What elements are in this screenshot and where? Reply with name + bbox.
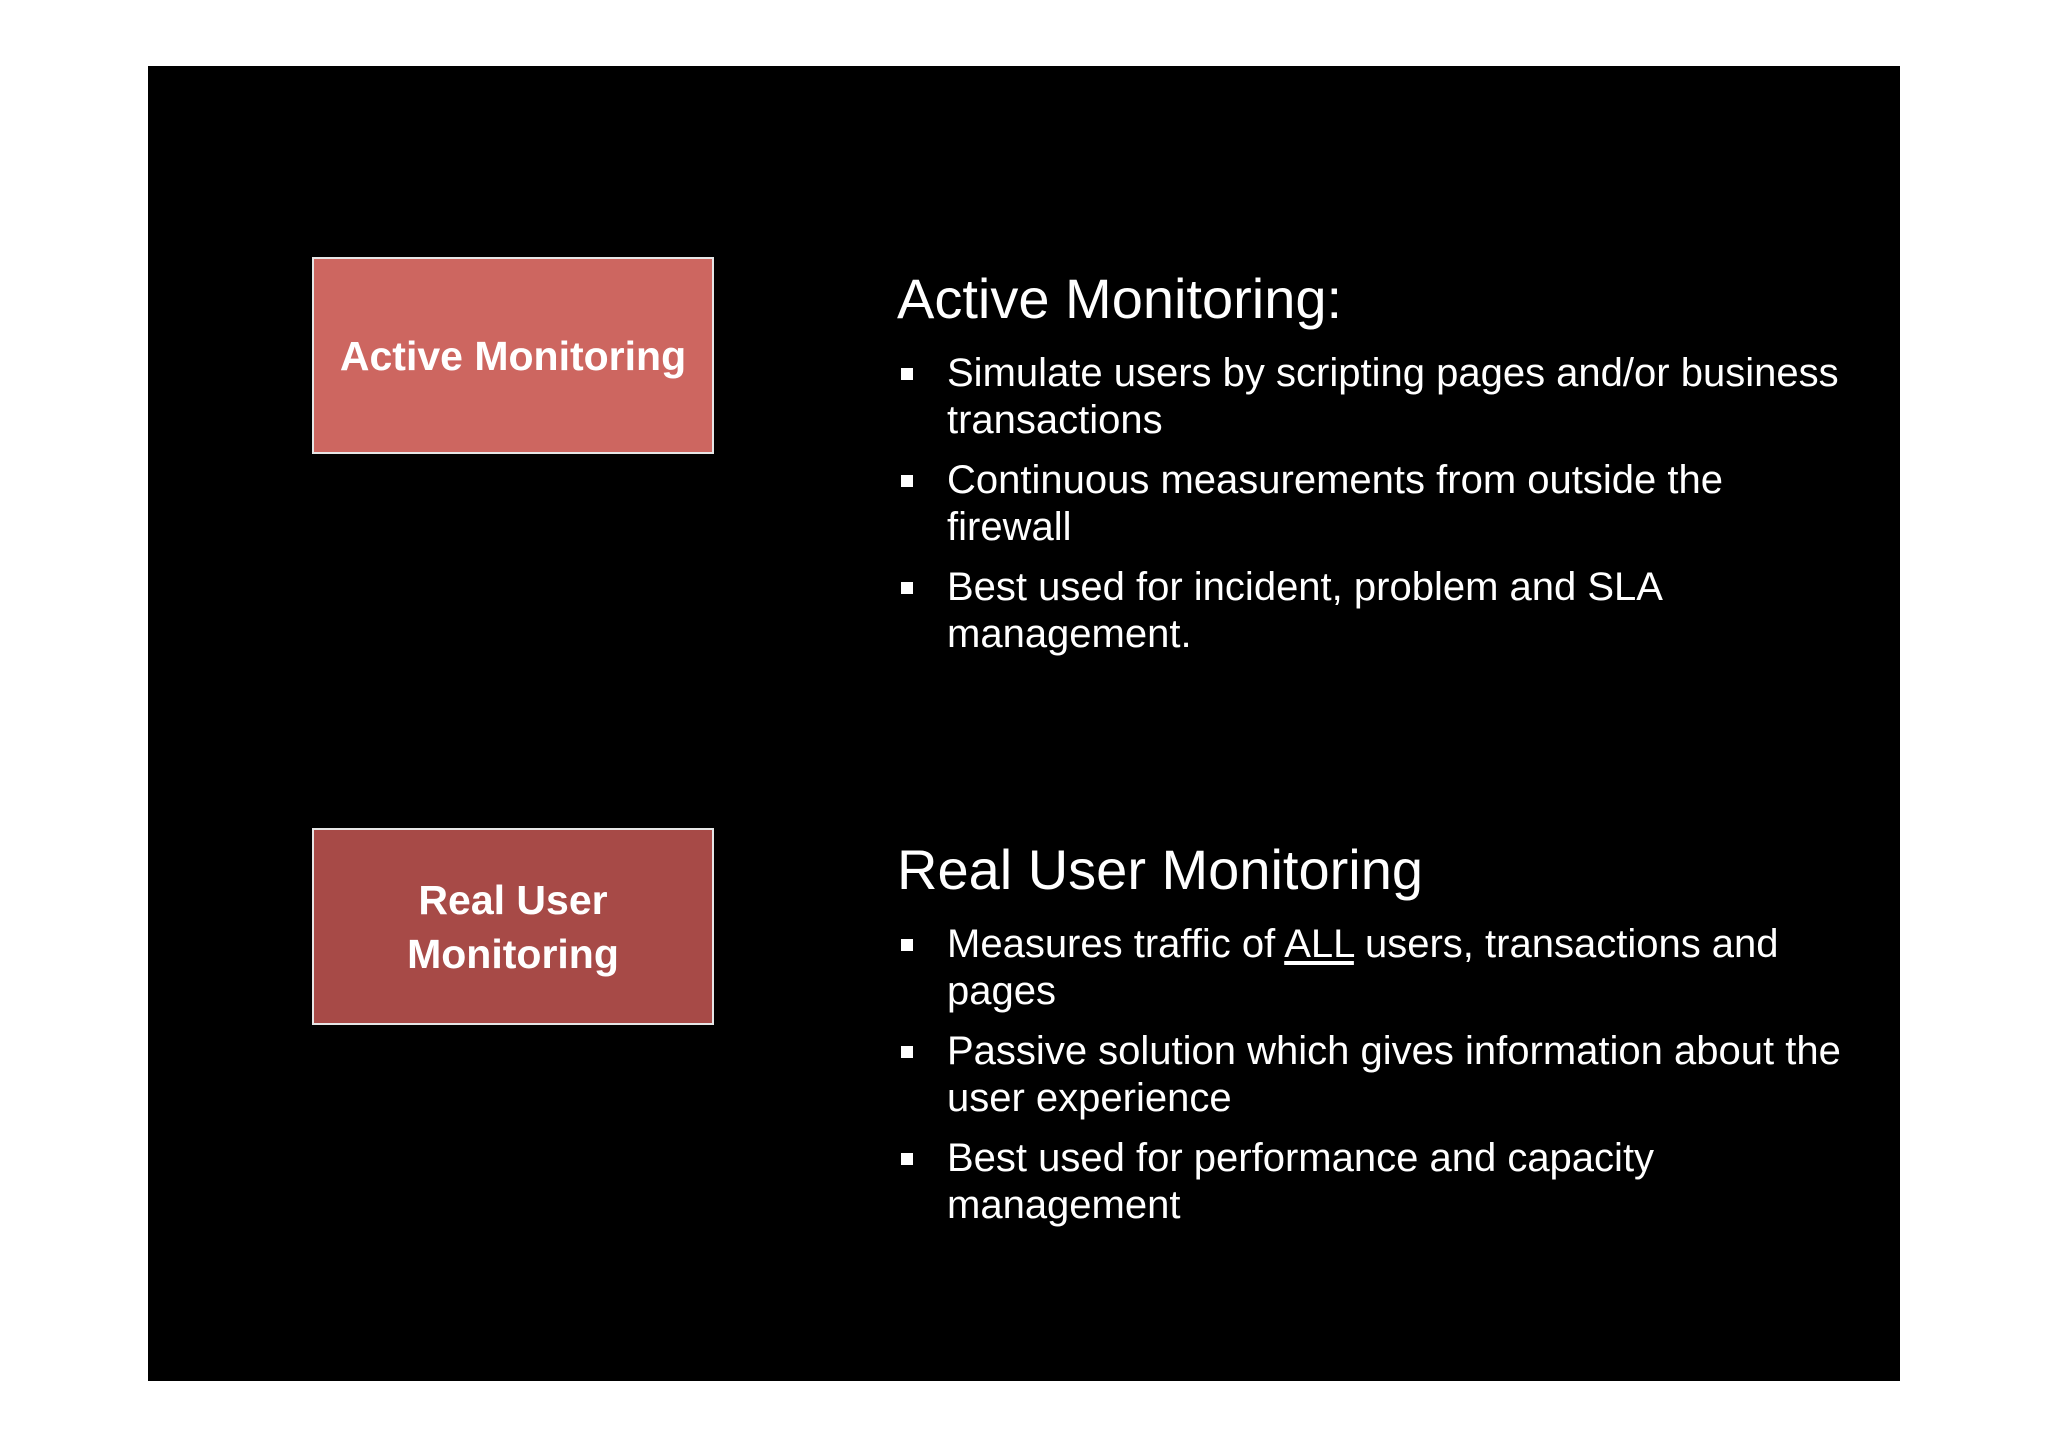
box-label-line: Monitoring: [407, 930, 619, 977]
bullet-text: Best used for performance and capacity management: [947, 1136, 1655, 1227]
real-user-monitoring-bullets: [897, 921, 1857, 1229]
bullet-text-part: users, transactions and pages: [947, 922, 1779, 1013]
slide: [148, 66, 1900, 1381]
real-user-monitoring-title: Real User Monitoring: [897, 838, 1423, 901]
real-user-monitoring-section: [897, 837, 1857, 1242]
square-bullet-icon: [901, 368, 913, 380]
real-user-monitoring-box-label: [407, 873, 619, 981]
active-monitoring-section: [897, 266, 1857, 671]
bullet-text: Continuous measurements from outside the firewall: [947, 458, 1723, 549]
emphasis-text: ALL: [1284, 922, 1354, 966]
active-monitoring-box-label: Active Monitoring: [339, 332, 687, 379]
bullet-text: [947, 922, 1779, 1013]
box-label-line: Real User: [418, 876, 608, 923]
active-monitoring-box: [312, 257, 714, 454]
square-bullet-icon: [901, 475, 913, 487]
active-monitoring-bullets: [897, 350, 1857, 658]
bullet-item: [897, 1135, 1857, 1229]
bullet-item: [897, 564, 1857, 658]
bullet-text: Passive solution which gives information about the user experience: [947, 1029, 1841, 1120]
bullet-item: [897, 921, 1857, 1015]
active-monitoring-title: Active Monitoring:: [897, 267, 1343, 330]
bullet-item: [897, 1028, 1857, 1122]
square-bullet-icon: [901, 1046, 913, 1058]
real-user-monitoring-box: [312, 828, 714, 1025]
square-bullet-icon: [901, 1153, 913, 1165]
square-bullet-icon: [901, 939, 913, 951]
bullet-text: Best used for incident, problem and SLA management.: [947, 565, 1661, 656]
bullet-text: Simulate users by scripting pages and/or business transactions: [947, 351, 1839, 442]
square-bullet-icon: [901, 582, 913, 594]
bullet-item: [897, 457, 1857, 551]
bullet-item: [897, 350, 1857, 444]
bullet-text-part: Measures traffic of: [947, 922, 1285, 966]
